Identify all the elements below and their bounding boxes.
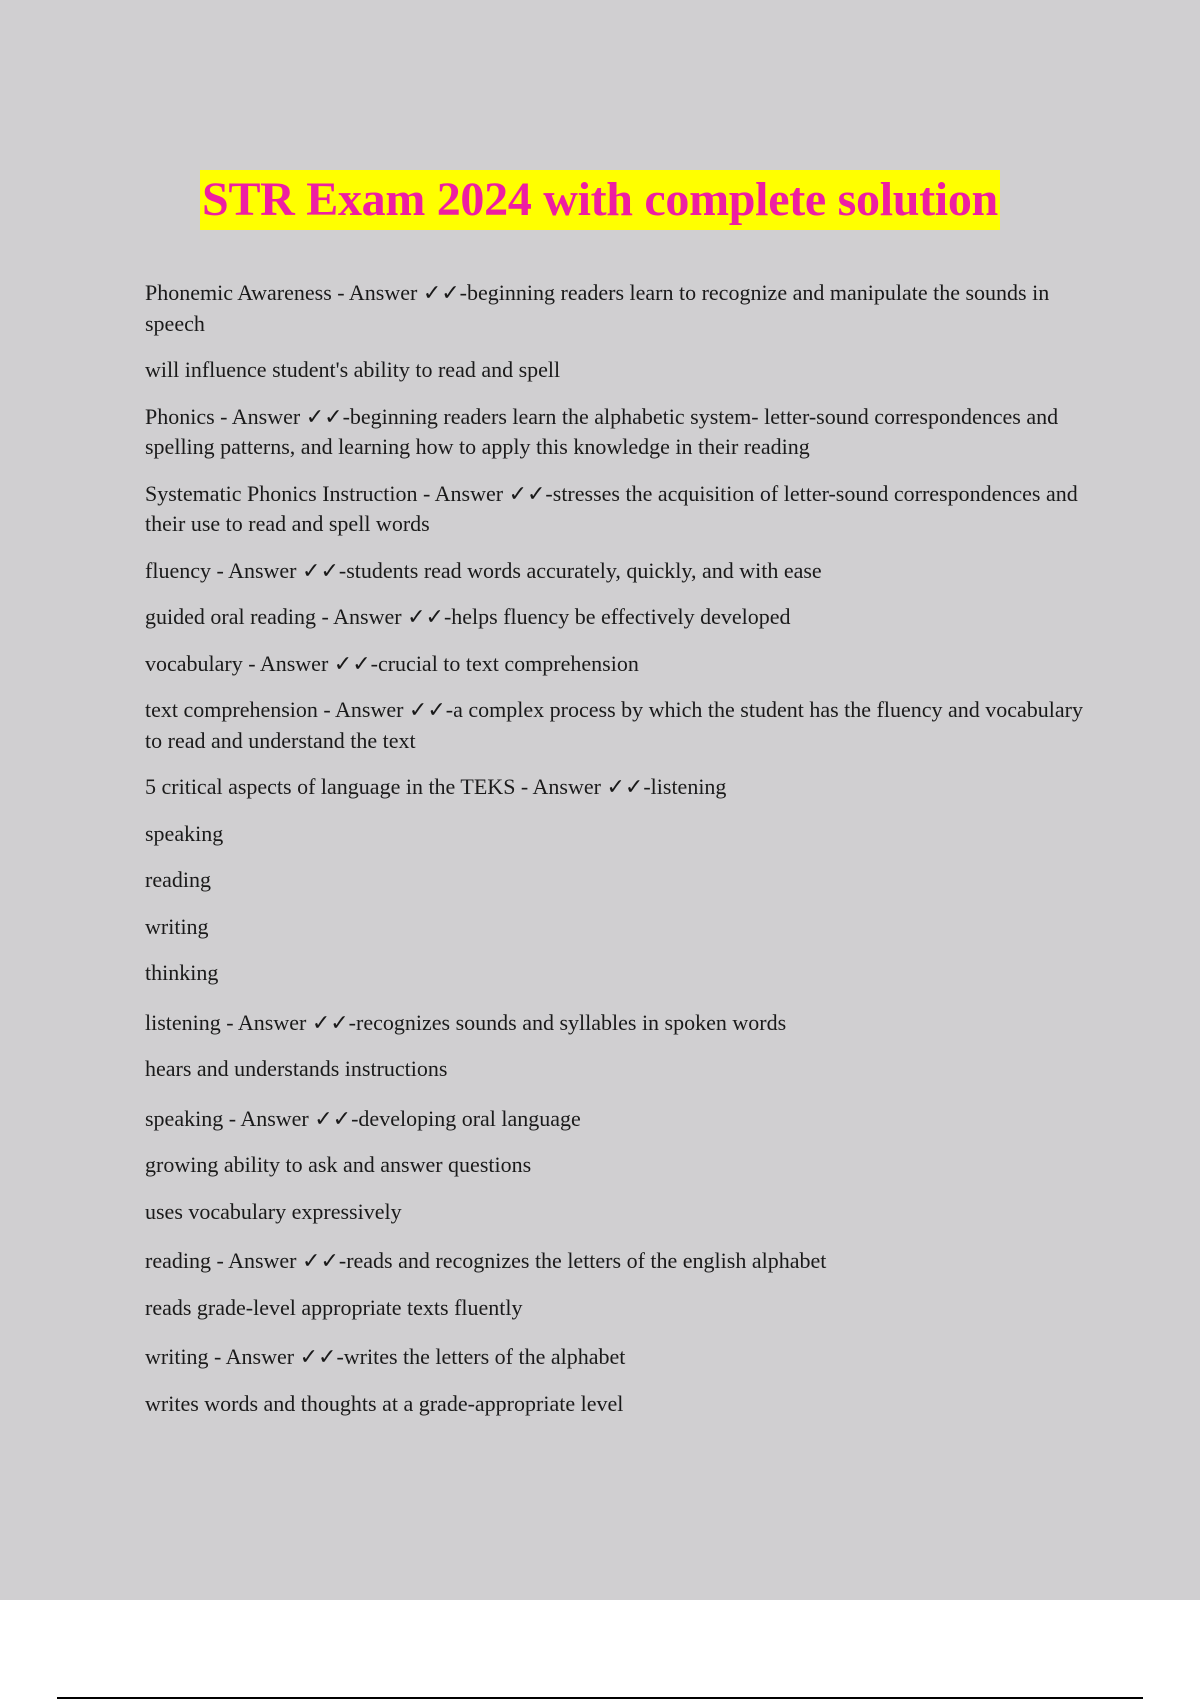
document-title: STR Exam 2024 with complete solution [200,170,1000,230]
entry-systematic-phonics: Systematic Phonics Instruction - Answer ✓✓-stresses the acquisition of letter-sound correspondences and their use to read and spell words [145,480,1078,536]
entry-list [145,278,1095,1419]
entry-listening: listening - Answer ✓✓-recognizes sounds and syllables in spoken words [145,1009,787,1035]
list-item: reads grade-level appropriate texts fluently [145,1294,523,1320]
list-item: writes words and thoughts at a grade-appropriate level [145,1390,624,1416]
footer-divider [57,1697,1143,1699]
entry-reading: reading - Answer ✓✓-reads and recognizes the letters of the english alphabet [145,1248,827,1273]
entry-phonemic-awareness-cont: will influence student's ability to read and spell [145,357,561,382]
list-item: writing [145,913,209,939]
list-item: reading [145,867,211,892]
list-item: hears and understands instructions [145,1056,448,1081]
entry-critical-aspects: 5 critical aspects of language in the TEKS - Answer ✓✓-listening [145,774,727,799]
list-item: thinking [145,960,219,985]
entry-fluency: fluency - Answer ✓✓-students read words accurately, quickly, and with ease [145,557,822,583]
entry-vocabulary: vocabulary - Answer ✓✓-crucial to text comprehension [145,650,639,676]
title-wrapper [0,170,1200,230]
list-item: growing ability to ask and answer questions [145,1152,532,1177]
entry-speaking: speaking - Answer ✓✓-developing oral language [145,1105,581,1131]
entry-phonemic-awareness: Phonemic Awareness - Answer ✓✓-beginning readers learn to recognize and manipulate the sounds in speech [145,280,1050,336]
entry-writing: writing - Answer ✓✓-writes the letters of the alphabet [145,1344,626,1369]
entry-phonics: Phonics - Answer ✓✓-beginning readers learn the alphabetic system- letter-sound correspondences and spelling patterns, and learning how to apply this knowledge in their reading [145,403,1059,459]
entry-text-comprehension: text comprehension - Answer ✓✓-a complex process by which the student has the fluency and vocabulary to read and understand the text [145,697,1083,753]
entry-guided-oral-reading: guided oral reading - Answer ✓✓-helps fluency be effectively developed [145,604,791,629]
list-item: uses vocabulary expressively [145,1198,402,1224]
list-item: speaking [145,820,224,846]
